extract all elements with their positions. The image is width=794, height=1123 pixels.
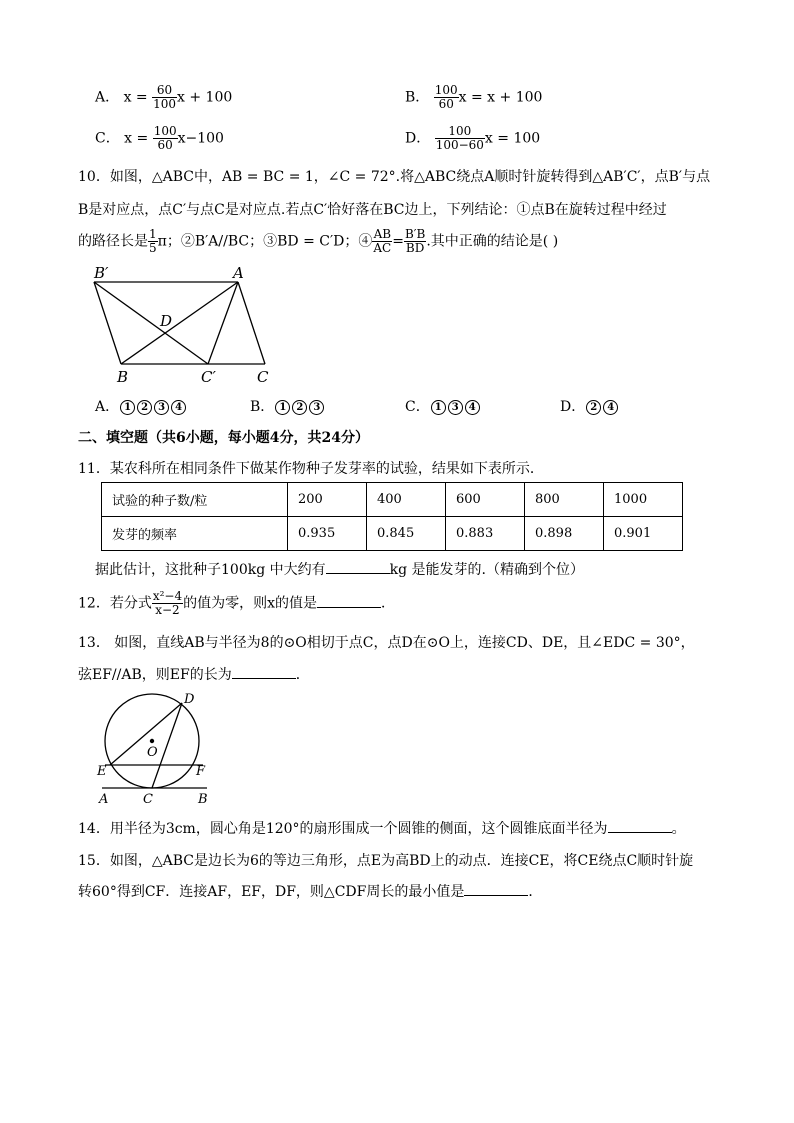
q12 <box>78 590 395 617</box>
fraction <box>152 590 183 617</box>
q10-option-d <box>560 396 619 416</box>
label-c-prime: C′ <box>201 368 216 386</box>
q13-circle-figure <box>92 690 222 808</box>
fraction-numerator: 1 <box>149 227 157 241</box>
label-b: B <box>117 368 129 386</box>
option-text: x = <box>124 130 149 147</box>
text: 。 <box>671 821 686 837</box>
label-b-prime: B′ <box>94 264 109 282</box>
fraction-numerator: 100 <box>434 83 458 97</box>
option-label: D． <box>560 399 586 415</box>
option-text: x + 100 <box>177 89 233 106</box>
text: 12．若分式 <box>78 595 152 612</box>
circled-number: 2 <box>137 400 152 415</box>
circled-number: 1 <box>431 400 446 415</box>
q13-line-2 <box>78 664 310 684</box>
q10-option-b <box>250 396 325 416</box>
text: 据此估计，这批种子100kg 中大约有 <box>95 562 326 578</box>
fraction <box>153 125 178 152</box>
table-cell: 0.883 <box>446 517 525 551</box>
line-bp-b <box>94 282 121 364</box>
fraction-denominator: 5 <box>149 241 157 255</box>
label-f: F <box>196 764 206 779</box>
fraction <box>434 84 459 111</box>
option-label: D． <box>405 130 431 147</box>
text: = <box>392 233 404 250</box>
answer-blank[interactable] <box>317 593 381 608</box>
q10-option-a <box>95 396 187 416</box>
circled-number: 2 <box>586 400 601 415</box>
answer-blank[interactable] <box>326 559 390 574</box>
q9-option-c <box>95 125 224 152</box>
label-e: E <box>97 764 107 779</box>
line-bp-cp <box>94 282 208 364</box>
option-label: A． <box>95 399 120 415</box>
fraction-denominator: BD <box>405 241 425 255</box>
text: .其中正确的结论是( ) <box>426 233 559 250</box>
label-o: O <box>147 745 158 760</box>
text: kg 是能发芽的.（精确到个位） <box>389 562 584 578</box>
option-text: x = x + 100 <box>458 89 543 106</box>
fraction <box>404 228 426 255</box>
fraction-denominator: 60 <box>438 97 454 111</box>
line-a-cp <box>208 282 238 364</box>
label-a: A <box>233 264 244 282</box>
q14 <box>78 818 686 838</box>
table-cell: 0.935 <box>288 517 367 551</box>
label-d: D <box>184 692 195 707</box>
table-cell: 发芽的频率 <box>102 517 288 551</box>
q13-line-1: 13． 如图，直线AB与半径为8的⊙O相切于点C，点D在⊙O上，连接CD、DE，且∠EDC = 30°， <box>78 635 695 651</box>
circled-number: 4 <box>171 400 186 415</box>
fraction-denominator: x−2 <box>155 603 180 617</box>
fraction-denominator: 100−60 <box>435 138 484 152</box>
option-text: x = <box>123 89 148 106</box>
text: π；②B′A//BC；③BD = C′D；④ <box>157 233 373 250</box>
table-row <box>102 517 683 551</box>
q15-line-2 <box>78 881 542 901</box>
q10-line-3 <box>78 228 558 255</box>
circled-number: 3 <box>448 400 463 415</box>
fraction <box>152 84 177 111</box>
line-b-a <box>121 282 238 364</box>
label-b: B <box>198 792 208 807</box>
circled-number: 3 <box>309 400 324 415</box>
circled-number: 1 <box>275 400 290 415</box>
option-text: x−100 <box>177 130 224 147</box>
fraction <box>372 228 392 255</box>
q9-option-b <box>405 84 542 111</box>
option-label: B． <box>405 89 430 106</box>
text: ． <box>381 595 396 612</box>
table-cell: 400 <box>367 483 446 517</box>
fraction <box>148 228 158 255</box>
circled-number: 3 <box>154 400 169 415</box>
fraction-denominator: AC <box>373 241 392 255</box>
fraction-denominator: 60 <box>157 138 173 152</box>
fraction <box>435 125 485 152</box>
table-cell: 200 <box>288 483 367 517</box>
fraction-numerator: B′B <box>404 227 426 241</box>
label-d: D <box>160 312 173 330</box>
center-dot <box>150 739 154 743</box>
section-heading: 二、填空题（共6小题，每小题4分，共24分） <box>78 430 369 446</box>
table-row <box>102 483 683 517</box>
option-label: B． <box>250 399 275 415</box>
option-label: A． <box>95 89 120 106</box>
fraction-numerator: x²−4 <box>152 589 183 603</box>
text: 弦EF//AB，则EF的长为 <box>78 667 232 683</box>
option-text: x = 100 <box>484 130 541 147</box>
text: 的路径长是 <box>78 233 148 250</box>
table-cell: 0.901 <box>604 517 683 551</box>
option-label: C． <box>405 399 430 415</box>
circled-number: 1 <box>120 400 135 415</box>
q11-stem: 11．某农科所在相同条件下做某作物种子发芽率的试验，结果如下表所示． <box>78 461 544 477</box>
table-cell: 800 <box>525 483 604 517</box>
table-cell: 1000 <box>604 483 683 517</box>
line-a-c <box>238 282 265 364</box>
fraction-denominator: 100 <box>153 97 177 111</box>
label-c: C <box>143 792 153 807</box>
table-cell: 600 <box>446 483 525 517</box>
q15-line-1: 15．如图，△ABC是边长为6的等边三角形，点E为高BD上的动点．连接CE，将CE绕点C顺时针旋 <box>78 853 694 869</box>
q9-option-a <box>95 84 232 111</box>
table-cell: 0.898 <box>525 517 604 551</box>
q10-parallelogram-figure <box>88 262 278 386</box>
fraction-numerator: 100 <box>153 124 177 138</box>
label-a: A <box>99 792 109 807</box>
table-cell: 试验的种子数/粒 <box>102 483 288 517</box>
q11-after <box>95 559 584 579</box>
circled-number: 2 <box>292 400 307 415</box>
text: 转60°得到CF．连接AF，EF，DF，则△CDF周长的最小值是 <box>78 884 465 900</box>
answer-blank[interactable] <box>464 881 528 896</box>
answer-blank[interactable] <box>232 664 296 679</box>
q10-option-c <box>405 396 481 416</box>
q10-line-2: B是对应点，点C′与点C是对应点.若点C′恰好落在BC边上，下列结论：①点B在旋转过程中经过 <box>78 202 667 218</box>
q10-line-1: 10．如图，△ABC中，AB = BC = 1，∠C = 72°.将△ABC绕点A顺时针旋转得到△AB′C′，点B′与点 <box>78 169 711 185</box>
text: 14．用半径为3cm，圆心角是120°的扇形围成一个圆锥的侧面，这个圆锥底面半径为 <box>78 821 608 837</box>
circled-number: 4 <box>603 400 618 415</box>
circled-number: 4 <box>465 400 480 415</box>
q9-option-d <box>405 125 540 152</box>
table-cell: 0.845 <box>367 517 446 551</box>
text: ． <box>528 884 543 900</box>
text: 的值为零，则x的值是 <box>183 595 318 612</box>
fraction-numerator: AB <box>373 227 392 241</box>
option-label: C． <box>95 130 120 147</box>
fraction-numerator: 60 <box>152 84 177 98</box>
label-c: C <box>257 368 269 386</box>
answer-blank[interactable] <box>608 818 672 833</box>
text: ． <box>295 667 310 683</box>
q11-table <box>101 482 683 551</box>
fraction-numerator: 100 <box>435 125 485 139</box>
